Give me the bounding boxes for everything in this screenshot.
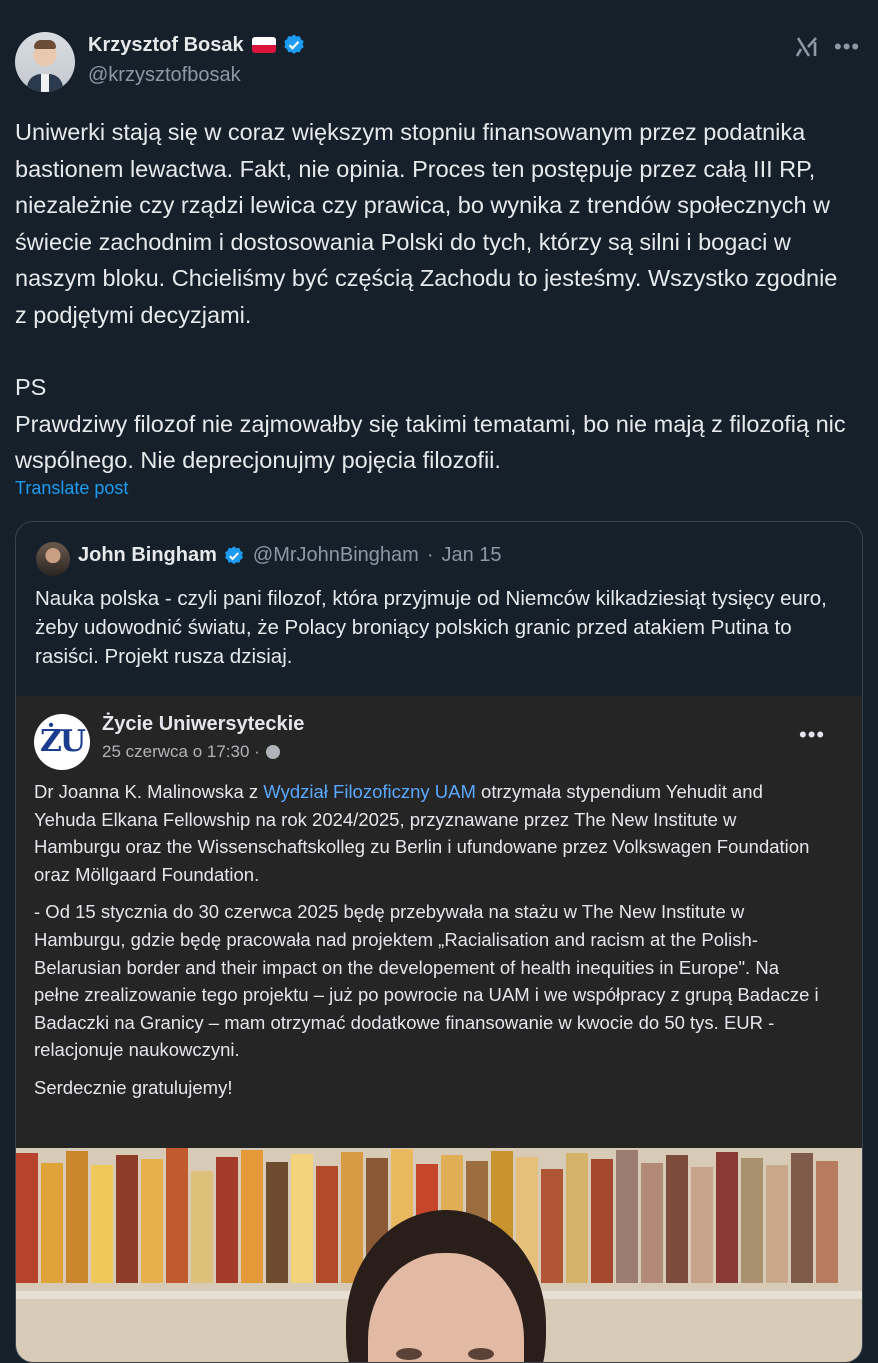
quote-author-name[interactable]: John Bingham xyxy=(78,544,217,566)
quote-text: Nauka polska - czyli pani filozof, która przyjmuje od Niemców kilkadziesiąt tysięcy euro, żeby udowodnić światu, że Polacy broniący polskich granic przed atakiem Putina to rasiści. Projekt rusza dzisiaj. xyxy=(35,587,827,668)
fb-text-span: otrzymała stypendium Yehudit and Yehuda Elkana Fellowship na rok 2024/2025, przyznawane przez The New Institute w Hamburgu oraz the Wissenschaftskolleg zu Berlin i ufundowane przez Volkswagen Foundation oraz Möllgaard Foundation. xyxy=(34,781,810,885)
fb-photo-portrait xyxy=(16,1148,862,1363)
fb-faculty-link: Wydział Filozoficzny UAM xyxy=(263,781,476,802)
fb-paragraph: - Od 15 stycznia do 30 czerwca 2025 będę przebywała na stażu w The New Institute w Hamburgu, gdzie będę pracowała nad projektem „Racialisation and racism at the Polish-Belarusian border and their impact on the developement of health inequities in Europe". Na pełne zrealizowanie tego projektu – już po powrocie na UAM i we współpracy z grupą Badacze i Badaczki na Granicy – mam otrzymać dodatkowe finansowanie w kwocie do 50 tys. EUR - relacjonuje naukowczyni. xyxy=(34,901,819,1061)
tweet-text xyxy=(15,114,855,479)
verified-badge-icon xyxy=(223,545,245,567)
author-avatar[interactable] xyxy=(15,32,75,92)
quote-author-avatar[interactable] xyxy=(36,542,70,576)
fb-page-name: Życie Uniwersyteckie xyxy=(102,713,305,735)
poland-flag-icon xyxy=(252,37,276,53)
quote-media-image[interactable] xyxy=(16,696,862,1363)
zycie-uniwersyteckie-logo: ŻU xyxy=(34,714,90,770)
tweet-paragraph: Uniwerki stają się w coraz większym stopniu finansowanym przez podatnika bastionem lewactwa. Fakt, nie opinia. Proces ten postępuje przez całą III RP, niezależnie czy rządzi lewica czy prawica, bo wynika z trendów społecznych w świecie zachodnim i dostosowania Polski do tych, którzy są silni i bogaci w naszym bloku. Chcieliśmy być częścią Zachodu to jesteśmy. Wszystko zgodnie z podjętymi decyzjami. xyxy=(15,119,838,328)
fb-post-date xyxy=(102,742,280,762)
person-eye xyxy=(396,1348,422,1360)
fb-text-span: Dr Joanna K. Malinowska z xyxy=(34,781,264,802)
verified-badge-icon[interactable] xyxy=(282,33,306,57)
globe-icon xyxy=(266,745,280,759)
quote-date: Jan 15 xyxy=(441,544,502,566)
quote-separator: · xyxy=(426,544,434,566)
translate-post-link[interactable]: Translate post xyxy=(15,478,129,498)
author-name[interactable]: Krzysztof Bosak xyxy=(88,33,244,56)
quoted-tweet[interactable] xyxy=(15,521,863,1363)
grok-icon[interactable] xyxy=(795,34,821,60)
fb-post-text xyxy=(34,778,824,1112)
author-name-row[interactable] xyxy=(88,33,306,57)
tweet-paragraph: PS Prawdziwy filozof nie zajmowałby się takimi tematami, bo nie mają z filozofią nic wspólnego. Nie deprecjonujmy pojęcia filozofii. xyxy=(15,374,846,473)
person-eye xyxy=(468,1348,494,1360)
author-handle[interactable]: @krzysztofbosak xyxy=(88,64,241,86)
fb-more-icon: ••• xyxy=(799,722,826,747)
fb-paragraph xyxy=(34,778,824,888)
fb-paragraph: Serdecznie gratulujemy! xyxy=(34,1076,233,1098)
quote-header xyxy=(78,544,502,567)
quote-author-handle: @MrJohnBingham xyxy=(252,544,419,566)
more-icon[interactable]: ••• xyxy=(834,34,861,59)
fb-date-text: 25 czerwca o 17:30 · xyxy=(102,742,260,761)
